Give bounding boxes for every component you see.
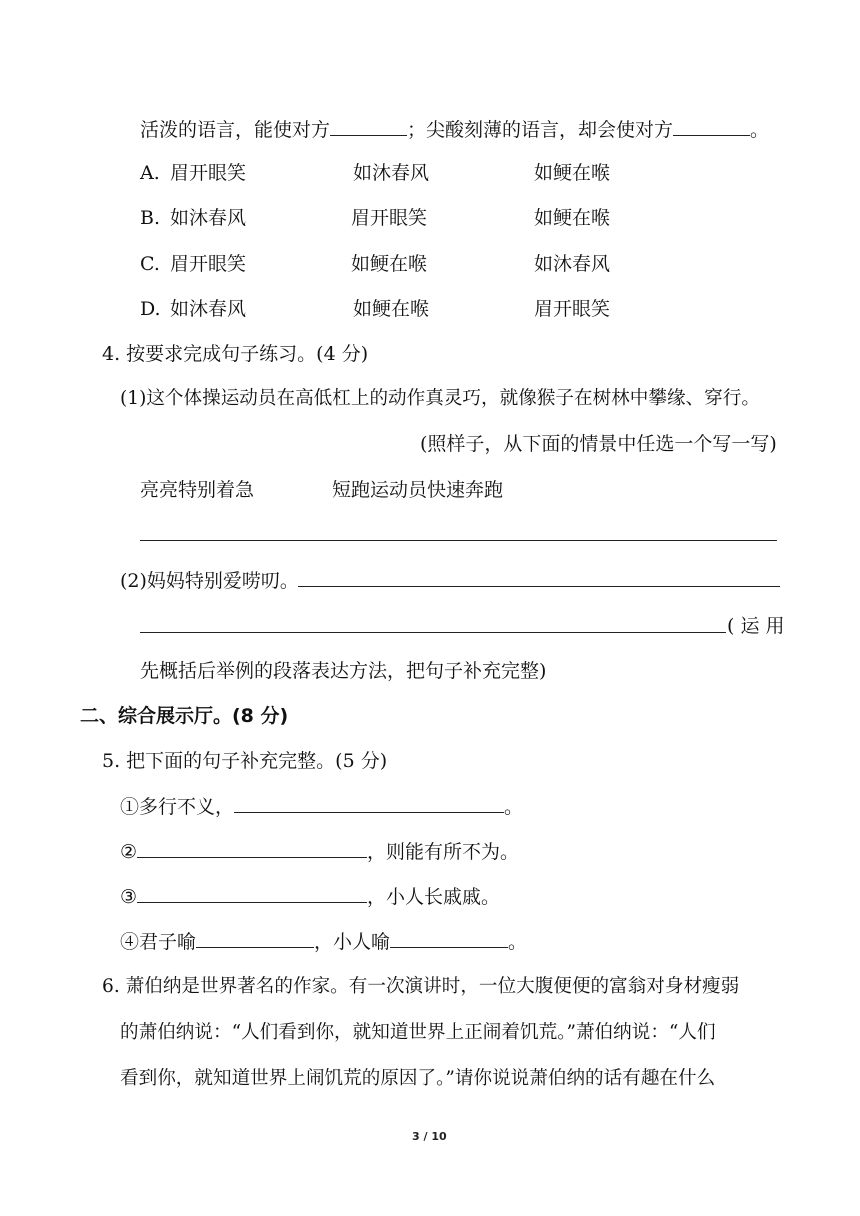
option-word-1: 眉开眼笑 [170, 162, 247, 184]
q5-blank-3[interactable] [137, 884, 367, 903]
q4-title: 4. 按要求完成句子练习。(4 分) [102, 343, 369, 365]
q3-stem [140, 117, 769, 143]
q5-line-1-end: 。 [504, 796, 524, 818]
option-word-3: 眉开眼笑 [534, 298, 611, 320]
q4-answer-line-2b[interactable] [140, 632, 726, 633]
q5-blank-1[interactable] [234, 794, 504, 813]
q4-sentence-2: (2)妈妈特别爱唠叨。 [120, 570, 299, 592]
section-2-title: 二、综合展示厅。(8 分) [80, 705, 289, 727]
option-word-1: 眉开眼笑 [170, 253, 247, 275]
q4-scene-2[interactable]: 短跑运动员快速奔跑 [332, 479, 504, 501]
page-number: 3 / 10 [412, 1130, 447, 1143]
q5-blank-5[interactable] [390, 929, 508, 948]
q3-blank-1[interactable] [330, 117, 407, 136]
option-word-2: 如鲠在喉 [353, 298, 430, 320]
option-word-3: 如鲠在喉 [534, 207, 611, 229]
q5-line-2-text: ，则能有所不为。 [367, 841, 520, 863]
q5-line-4 [120, 929, 527, 955]
q5-line-2 [120, 839, 519, 865]
option-word-2: 如鲠在喉 [351, 253, 428, 275]
q4-scene-1[interactable]: 亮亮特别着急 [140, 479, 255, 501]
q5-blank-2[interactable] [137, 839, 367, 858]
q6-line-2: 的萧伯纳说：“人们看到你，就知道世界上正闹着饥荒。”萧伯纳说：“人们 [120, 1022, 716, 1043]
q5-line-3 [120, 884, 500, 910]
q3-blank-2[interactable] [673, 117, 750, 136]
q5-line-2-num: ② [120, 841, 138, 863]
q5-title: 5. 把下面的句子补充完整。(5 分) [102, 750, 388, 772]
q3-stem-part-c: 。 [750, 119, 770, 141]
q6-line-3: 看到你，就知道世界上闹饥荒的原因了。”请你说说萧伯纳的话有趣在什么 [120, 1068, 716, 1089]
q5-line-4-text-b: ，小人喻 [314, 931, 391, 953]
q4-answer-line-1[interactable] [140, 540, 777, 541]
q5-line-3-text: ，小人长戚戚。 [367, 886, 501, 908]
option-word-2: 眉开眼笑 [351, 207, 428, 229]
q4-sentence-1-note: (照样子，从下面的情景中任选一个写一写) [420, 433, 777, 455]
q5-line-4-text-a: ④君子喻 [120, 931, 197, 953]
option-word-1: 如沐春风 [170, 298, 247, 320]
q4-sentence-2-note-a: ( 运 用 [727, 615, 785, 637]
option-letter: A. [140, 162, 160, 184]
option-letter: D. [140, 298, 161, 320]
option-letter: B. [140, 207, 161, 229]
option-word-3: 如鲠在喉 [534, 162, 611, 184]
q4-sentence-1: (1)这个体操运动员在高低杠上的动作真灵巧，就像猴子在树林中攀缘、穿行。 [120, 388, 760, 409]
q4-sentence-2-note-b: 先概括后举例的段落表达方法，把句子补充完整) [140, 660, 547, 682]
q5-blank-4[interactable] [196, 929, 314, 948]
option-word-3: 如沐春风 [534, 253, 611, 275]
option-word-1: 如沐春风 [170, 207, 247, 229]
option-letter: C. [140, 253, 160, 275]
q6-line-1: 6. 萧伯纳是世界著名的作家。有一次演讲时，一位大腹便便的富翁对身材瘦弱 [102, 976, 740, 997]
q5-line-4-end: 。 [508, 931, 528, 953]
q4-answer-line-2a[interactable] [298, 586, 780, 587]
q5-line-1 [120, 794, 523, 820]
q5-line-3-num: ③ [120, 886, 138, 908]
q5-line-1-text: ①多行不义， [120, 796, 235, 818]
q3-stem-part-a: 活泼的语言，能使对方 [140, 119, 331, 141]
q3-stem-part-b: ；尖酸刻薄的语言，却会使对方 [407, 119, 674, 141]
option-word-2: 如沐春风 [353, 162, 430, 184]
